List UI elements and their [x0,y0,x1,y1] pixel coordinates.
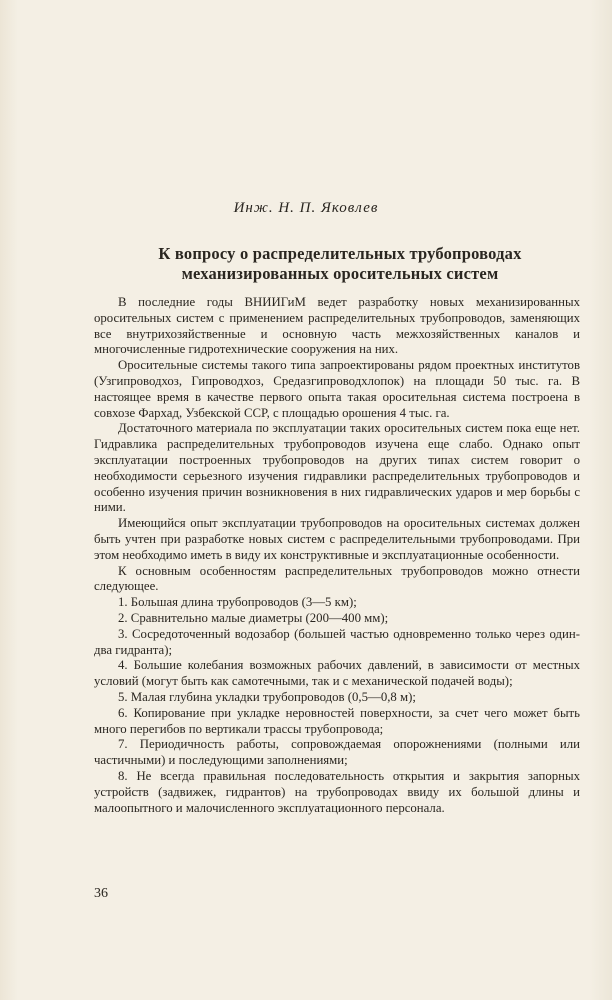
paragraph: В последние годы ВНИИГиМ ведет разработку новых механизированных оросительных систем с применением распределительных трубопроводов, заменяющих все внутрихозяйственные и основную часть межхозяйственных каналов и многочисленные гидротехнические сооружения на них. [94,295,580,357]
list-item: 4. Большие колебания возможных рабочих давлений, в зависимости от местных условий (могут быть как самотечными, так и с механической подачей воды); [94,658,580,689]
list-item: 7. Периодичность работы, сопровождаемая опорожнениями (полными или частичными) и последующими заполнениями; [94,737,580,768]
list-item: 5. Малая глубина укладки трубопроводов (0,5—0,8 м); [118,689,416,704]
features-list [94,595,580,816]
list-item: 1. Большая длина трубопроводов (3—5 км); [118,595,357,610]
paragraph: Достаточного материала по эксплуатации таких оросительных систем пока еще нет. Гидравлика распределительных трубопроводов изучена еще слабо. Однако опыт эксплуатации построенных трубопроводов на других типах систем говорит о необходимости серьезного изучения гидравлики распределительных трубопроводов и особенно изучения причин возникновения в них гидравлических ударов и мер борьбы с ними. [94,421,580,515]
list-item: 8. Не всегда правильная последовательность открытия и закрытия запорных устройств (задвижек, гидрантов) на трубопроводах ввиду их большой длины и малоопытного и малочисленного эксплуатационного персонала. [94,768,580,815]
paragraph: Оросительные системы такого типа запроектированы рядом проектных институтов (Узгипроводхоз, Гипроводхоз, Средазгипроводхлопок) на площади 50 тыс. га. В настоящее время в качестве первого опыта такая оросительная система построена в совхозе Фархад, Узбекской ССР, с площадью орошения 4 тыс. га. [94,358,580,420]
list-item: 2. Сравнительно малые диаметры (200—400 мм); [118,610,389,625]
page-number: 36 [94,886,108,901]
article-title [100,244,580,284]
paragraph: К основным особенностям распределительных трубопроводов можно отнести следующее. [94,563,580,594]
paragraph: Имеющийся опыт эксплуатации трубопроводов на оросительных системах должен быть учтен при разработке новых систем с распределительными трубопроводами. При этом необходимо иметь в виду их конструктивные и эксплуатационные особенности. [94,516,580,562]
author-line: Инж. Н. П. Яковлев [233,200,379,216]
list-item: 6. Копирование при укладке неровностей поверхности, за счет чего может быть много перегибов по вертикали трассы трубопровода; [94,705,580,736]
article-body [94,295,580,816]
list-item: 3. Сосредоточенный водозабор (большей частью одновременно только через один-два гидранта); [94,626,580,657]
title-line-1: К вопросу о распределительных трубопроводах [158,244,522,263]
title-line-2: механизированных оросительных систем [181,264,499,283]
